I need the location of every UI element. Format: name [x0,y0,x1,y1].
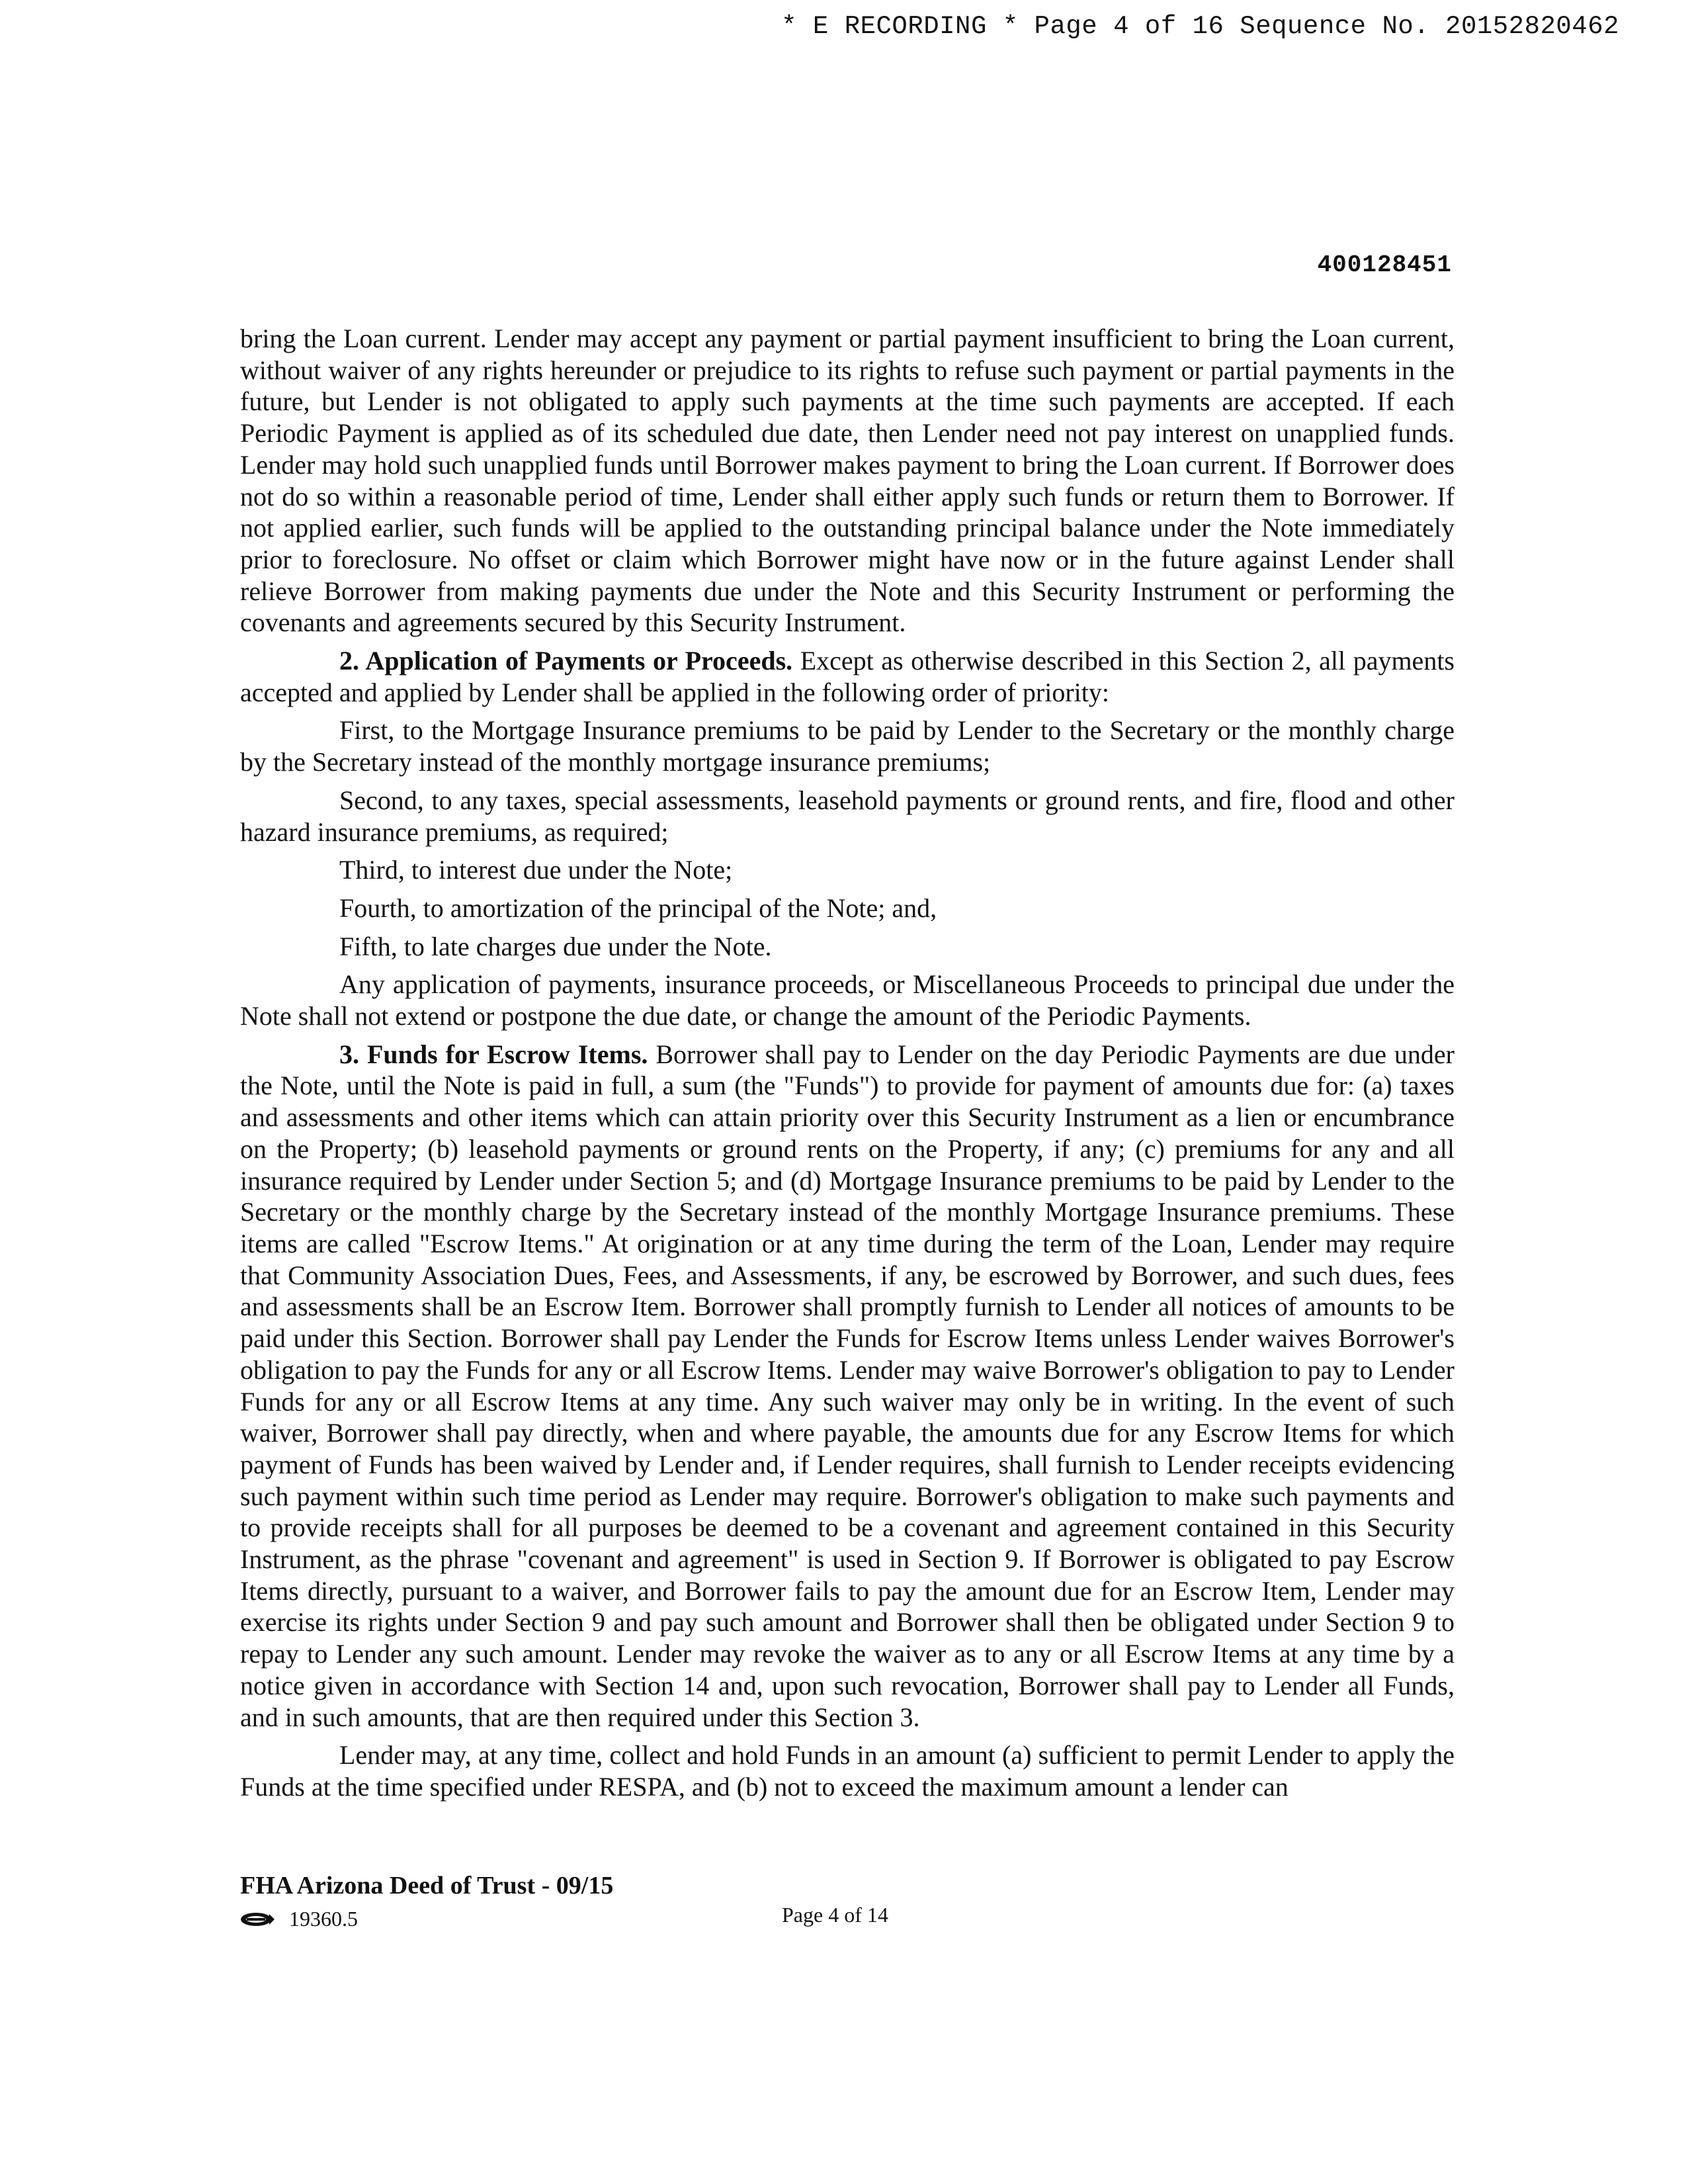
document-systems-logo-icon [240,1911,275,1927]
section-3 [240,1039,1455,1733]
form-title: FHA Arizona Deed of Trust - 09/15 [240,1872,614,1900]
page-label: Page [782,1903,824,1927]
section-3-heading: 3. Funds for Escrow Items. [339,1039,648,1069]
any-application-paragraph: Any application of payments, insurance proceeds, or Miscellaneous Proceeds to principal due under the Note shall not extend or postpone the due date, or change the amount of the Periodic Payments. [240,969,1455,1031]
priority-fourth: Fourth, to amortization of the principal of the Note; and, [339,893,937,923]
form-code-row [240,1907,358,1931]
recording-header: * E RECORDING * Page 4 of 16 Sequence No. 20152820462 [781,12,1619,41]
loan-number: 400128451 [1317,251,1452,279]
form-code: 19360.5 [289,1907,358,1931]
page-of: of [844,1903,862,1927]
lender-may-paragraph: Lender may, at any time, collect and hold Funds in an amount (a) sufficient to permit Lender to apply the Funds at the time specified under RESPA, and (b) not to exceed the maximum amount a lender can [240,1740,1455,1802]
section-2 [240,645,1455,708]
document-body [240,323,1455,1810]
page-current: 4 [828,1903,839,1927]
page-total: 14 [867,1903,888,1927]
section-3-text: Borrower shall pay to Lender on the day Periodic Payments are due under the Note, until the Note is paid in full, a sum (the "Funds") to provide for payment of amounts due for: (a) taxes and assessments and other items which can attain priority over this Security Instrument as a lien or encumbrance on the Property; (b) leasehold payments or ground rents on the Property, if any; (c) premiums for any and all insurance required by Lender under Section 5; and (d) Mortgage Insurance premiums to be paid by Lender to the Secretary or the monthly charge by the Secretary instead of the monthly Mortgage Insurance premiums. These items are called "Escrow Items." At origination or at any time during the term of the Loan, Lender may require that Community Association Dues, Fees, and Assessments, if any, be escrowed by Borrower, and such dues, fees and assessments shall be an Escrow Item. Borrower shall promptly furnish to Lender all notices of amounts to be paid under this Section. Borrower shall pay Lender the Funds for Escrow Items unless Lender waives Borrower's obligation to pay the Funds for any or all Escrow Items. Lender may waive Borrower's obligation to pay to Lender Funds for any or all Escrow Items at any time. Any such waiver may only be in writing. In the event of such waiver, Borrower shall pay directly, when and where payable, the amounts due for any Escrow Items for which payment of Funds has been waived by Lender and, if Lender requires, shall furnish to Lender receipts evidencing such payment within such time period as Lender may require. Borrower's obligation to make such payments and to provide receipts shall for all purposes be deemed to be a covenant and agreement contained in this Security Instrument, as the phrase "covenant and agreement" is used in Section 9. If Borrower is obligated to pay Escrow Items directly, pursuant to a waiver, and Borrower fails to pay the amount due for an Escrow Item, Lender may exercise its rights under Section 9 and pay such amount and Borrower shall then be obligated under Section 9 to repay to Lender any such amount. Lender may revoke the waiver as to any or all Escrow Items at any time by a notice given in accordance with Section 14 and, upon such revocation, Borrower shall pay to Lender all Funds, and in such amounts, that are then required under this Section 3. [240,1039,1455,1732]
priority-fifth: Fifth, to late charges due under the Note. [339,931,772,961]
paragraph-continuation: bring the Loan current. Lender may accept any payment or partial payment insufficient to bring the Loan current, without waiver of any rights hereunder or prejudice to its rights to refuse such payment or partial payments in the future, but Lender is not obligated to apply such payments at the time such payments are accepted. If each Periodic Payment is applied as of its scheduled due date, then Lender need not pay interest on unapplied funds. Lender may hold such unapplied funds until Borrower makes payment to bring the Loan current. If Borrower does not do so within a reasonable period of time, Lender shall either apply such funds or return them to Borrower. If not applied earlier, such funds will be applied to the outstanding principal balance under the Note immediately prior to foreclosure. No offset or claim which Borrower might have now or in the future against Lender shall relieve Borrower from making payments due under the Note and this Security Instrument or performing the covenants and agreements secured by this Security Instrument. [240,324,1455,638]
section-2-heading: 2. Application of Payments or Proceeds. [339,646,793,676]
page-indicator [782,1903,888,1927]
priority-second: Second, to any taxes, special assessments, leasehold payments or ground rents, and fire, flood and other hazard insurance premiums, as required; [240,785,1455,847]
section-2-text: Except as otherwise described in this Section 2, all payments accepted and applied by Lender shall be applied in the following order of priority: [240,646,1455,707]
priority-first: First, to the Mortgage Insurance premiums to be paid by Lender to the Secretary or the monthly charge by the Secretary instead of the monthly mortgage insurance premiums; [240,715,1455,777]
priority-third: Third, to interest due under the Note; [339,855,733,885]
